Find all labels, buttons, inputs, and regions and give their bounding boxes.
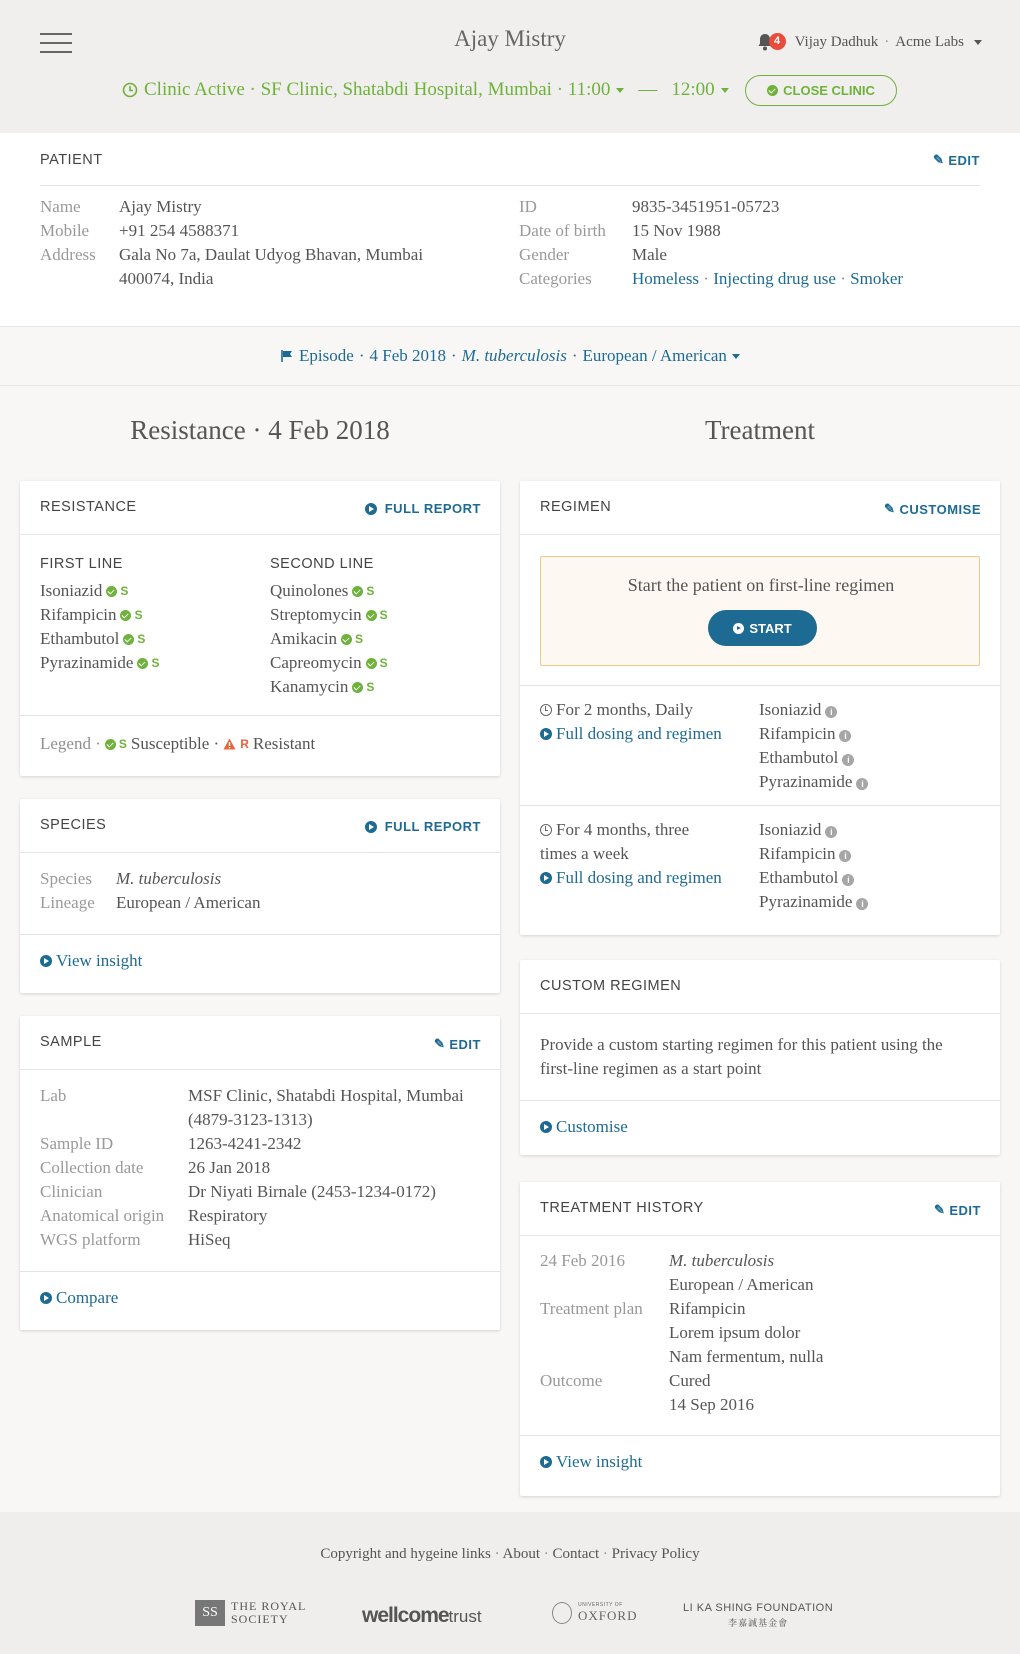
phase-2: For 4 months, three times a week Full dosing and regimen	[540, 818, 722, 890]
view-insight-link[interactable]: View insight	[40, 951, 142, 971]
check-circle-icon	[137, 658, 148, 669]
category-link[interactable]: Injecting drug use	[713, 269, 836, 288]
arrow-circle-icon	[540, 1456, 552, 1468]
species-value: M. tuberculosis	[116, 869, 222, 888]
lineage-value: European / American	[116, 893, 261, 912]
royal-society-logo: SS THE ROYAL SOCIETY	[195, 1600, 306, 1626]
clock-icon	[122, 82, 138, 98]
oxford-logo: UNIVERSITY OF OXFORD	[552, 1602, 637, 1624]
drug-row: Rifampicin S	[40, 605, 143, 624]
chevron-down-icon	[974, 40, 982, 45]
check-circle-icon	[366, 658, 377, 669]
pencil-icon: ✎	[933, 1202, 946, 1217]
check-circle-icon	[767, 85, 778, 96]
chevron-down-icon	[732, 354, 740, 359]
check-circle-icon	[105, 739, 116, 750]
arrow-circle-icon	[365, 503, 377, 515]
patient-address: Gala No 7a, Daulat Udyog Bhavan, Mumbai	[119, 245, 424, 264]
custom-regimen-card: CUSTOM REGIMEN Provide a custom starting regimen for this patient using the first-line regimen as a start point Customise	[520, 960, 1000, 1155]
customise-link[interactable]: Customise	[540, 1117, 628, 1137]
drug-row: Streptomycin S	[270, 605, 388, 624]
patient-title: PATIENT	[40, 152, 103, 168]
arrow-circle-icon	[40, 1292, 52, 1304]
category-link[interactable]: Homeless	[632, 269, 700, 288]
edit-history-button[interactable]: ✎ EDIT	[933, 1202, 981, 1218]
flag-icon	[280, 349, 294, 363]
clock-icon	[540, 824, 552, 836]
drug-row: Ethambutol S	[40, 629, 146, 648]
info-icon[interactable]: i	[856, 898, 868, 910]
check-circle-icon	[352, 586, 363, 597]
footer-link-contact[interactable]: Contact	[552, 1546, 600, 1562]
edit-patient-button[interactable]: ✎ EDIT	[932, 152, 980, 168]
arrow-circle-icon	[540, 728, 552, 740]
info-icon[interactable]: i	[842, 754, 854, 766]
clinic-status: Clinic Active · SF Clinic, Shatabdi Hospital, Mumbai · 11:00 — 12:00	[122, 79, 729, 101]
edit-sample-button[interactable]: ✎ EDIT	[433, 1036, 481, 1052]
resistance-card: RESISTANCE FULL REPORT FIRST LINE Isoniazid S Rifampicin S Ethambutol S Pyrazinamide S SECOND LINE Quinolones S Streptomycin S Amikacin S Capreomycin S Kanamycin S Legend · S Susceptible · R Resistant	[20, 481, 500, 776]
footer: Copyright and hygeine links · About · Contact · Privacy Policy SS THE ROYAL SOCIETY wellcometrust UNIVERSITY OF OXFORD LI KA SHING FOUNDATION 李嘉誠基金會	[0, 1512, 1020, 1654]
compare-link[interactable]: Compare	[40, 1288, 118, 1308]
phase-1: For 2 months, Daily Full dosing and regimen	[540, 698, 722, 746]
warning-icon	[223, 738, 236, 750]
end-time[interactable]: 12:00	[671, 79, 715, 100]
footer-link-privacy[interactable]: Privacy Policy	[611, 1546, 700, 1562]
arrow-circle-icon	[40, 955, 52, 967]
episode-selector[interactable]: Episode · 4 Feb 2018 · M. tuberculosis · European / American	[0, 326, 1020, 386]
bell-icon[interactable]	[757, 33, 781, 51]
patient-section: PATIENT ✎ EDIT Name Ajay Mistry Mobile +91 254 4588371 Address Gala No 7a, Daulat Udyog Bhavan, Mumbai 400074, India ID 9835-3451951-05723 Date of birth 15 Nov 1988 Gender Male Categories Homeless · Injecting drug use · Smoker	[0, 133, 1020, 326]
full-report-button[interactable]: FULL REPORT	[365, 819, 481, 834]
info-icon[interactable]: i	[839, 730, 851, 742]
info-icon[interactable]: i	[825, 826, 837, 838]
org-name: Acme Labs	[895, 33, 964, 50]
check-circle-icon	[341, 634, 352, 645]
patient-mobile: +91 254 4588371	[119, 221, 240, 240]
arrow-circle-icon	[365, 821, 377, 833]
info-icon[interactable]: i	[839, 850, 851, 862]
pencil-icon: ✎	[433, 1036, 446, 1051]
patient-gender: Male	[632, 245, 667, 264]
check-circle-icon	[352, 682, 363, 693]
pencil-icon: ✎	[884, 501, 896, 516]
arrow-circle-icon	[733, 623, 744, 634]
treatment-heading: Treatment	[705, 415, 815, 445]
footer-copyright[interactable]: Copyright and hygeine links	[320, 1546, 491, 1562]
end-time-caret-icon[interactable]	[721, 88, 729, 93]
customise-button[interactable]: ✎ CUSTOMISE	[884, 501, 981, 517]
check-circle-icon	[120, 610, 131, 621]
drug-row: Quinolones S	[270, 581, 375, 600]
drug-row: Kanamycin S	[270, 677, 375, 696]
check-circle-icon	[123, 634, 134, 645]
info-icon[interactable]: i	[825, 706, 837, 718]
start-regimen-panel: Start the patient on first-line regimen START	[540, 556, 980, 666]
start-button[interactable]: START	[708, 610, 817, 646]
full-report-button[interactable]: FULL REPORT	[365, 501, 481, 516]
phase-1-drugs: Isoniazid i Rifampicin i Ethambutol i Pyrazinamide i	[759, 698, 868, 794]
patient-name: Ajay Mistry	[119, 197, 202, 216]
close-clinic-button[interactable]: CLOSE CLINIC	[745, 75, 897, 106]
user-menu[interactable]: 4 Vijay Dadhuk · Acme Labs	[757, 33, 982, 51]
category-link[interactable]: Smoker	[850, 269, 904, 288]
li-ka-shing-logo: LI KA SHING FOUNDATION 李嘉誠基金會	[683, 1602, 834, 1628]
top-header	[0, 0, 1020, 133]
page-title: Ajay Mistry	[454, 26, 566, 51]
patient-id: 9835-3451951-05723	[632, 197, 780, 216]
notification-count: 4	[769, 33, 786, 50]
regimen-card: REGIMEN ✎ CUSTOMISE Start the patient on first-line regimen START For 2 months, Daily Full dosing and regimen Isoniazid i Rifampicin i Ethambutol i Pyrazinamide i For 4 months, three times a week Full dosing and regimen Isoniazid i Rifampicin i Ethambutol i Pyrazinamide i	[520, 481, 1000, 935]
footer-link-about[interactable]: About	[502, 1546, 541, 1562]
royal-society-emblem: SS	[195, 1600, 225, 1626]
view-insight-link[interactable]: View insight	[540, 1452, 642, 1472]
arrow-circle-icon	[540, 872, 552, 884]
species-card: SPECIES FULL REPORT Species M. tuberculosis Lineage European / American View insight	[20, 799, 500, 993]
drug-row: Amikacin S	[270, 629, 364, 648]
resistance-legend: Legend · S Susceptible · R Resistant	[40, 734, 316, 753]
sample-card: SAMPLE ✎ EDIT Lab MSF Clinic, Shatabdi Hospital, Mumbai (4879-3123-1313) Sample ID 1263-4241-2342 Collection date 26 Jan 2018 Clinician Dr Niyati Birnale (2453-1234-0172) Anatomical origin Respiratory WGS platform HiSeq Compare	[20, 1016, 500, 1330]
oxford-crest-icon	[552, 1602, 572, 1624]
drug-row: Capreomycin S	[270, 653, 388, 672]
full-dosing-link[interactable]: Full dosing and regimen	[540, 866, 722, 890]
start-time-caret-icon[interactable]	[616, 88, 624, 93]
arrow-circle-icon	[540, 1121, 552, 1133]
wellcome-trust-logo: wellcometrust	[362, 1604, 482, 1627]
drug-row: Isoniazid S	[40, 581, 129, 600]
user-name: Vijay Dadhuk	[794, 33, 879, 50]
clock-icon	[540, 704, 552, 716]
drug-row: Pyrazinamide S	[40, 653, 160, 672]
full-dosing-link[interactable]: Full dosing and regimen	[540, 722, 722, 746]
check-circle-icon	[106, 586, 117, 597]
info-icon[interactable]: i	[842, 874, 854, 886]
phase-2-drugs: Isoniazid i Rifampicin i Ethambutol i Pyrazinamide i	[759, 818, 868, 914]
info-icon[interactable]: i	[856, 778, 868, 790]
treatment-history-card: TREATMENT HISTORY ✎ EDIT 24 Feb 2016 M. tuberculosis European / American Treatment plan Rifampicin Lorem ipsum dolor Nam fermentum, nulla Outcome Cured 14 Sep 2016 View insight	[520, 1182, 1000, 1496]
pencil-icon: ✎	[932, 152, 945, 167]
resistance-heading: Resistance · 4 Feb 2018	[130, 415, 390, 445]
patient-dob: 15 Nov 1988	[632, 221, 721, 240]
divider	[40, 185, 980, 186]
check-circle-icon	[366, 610, 377, 621]
